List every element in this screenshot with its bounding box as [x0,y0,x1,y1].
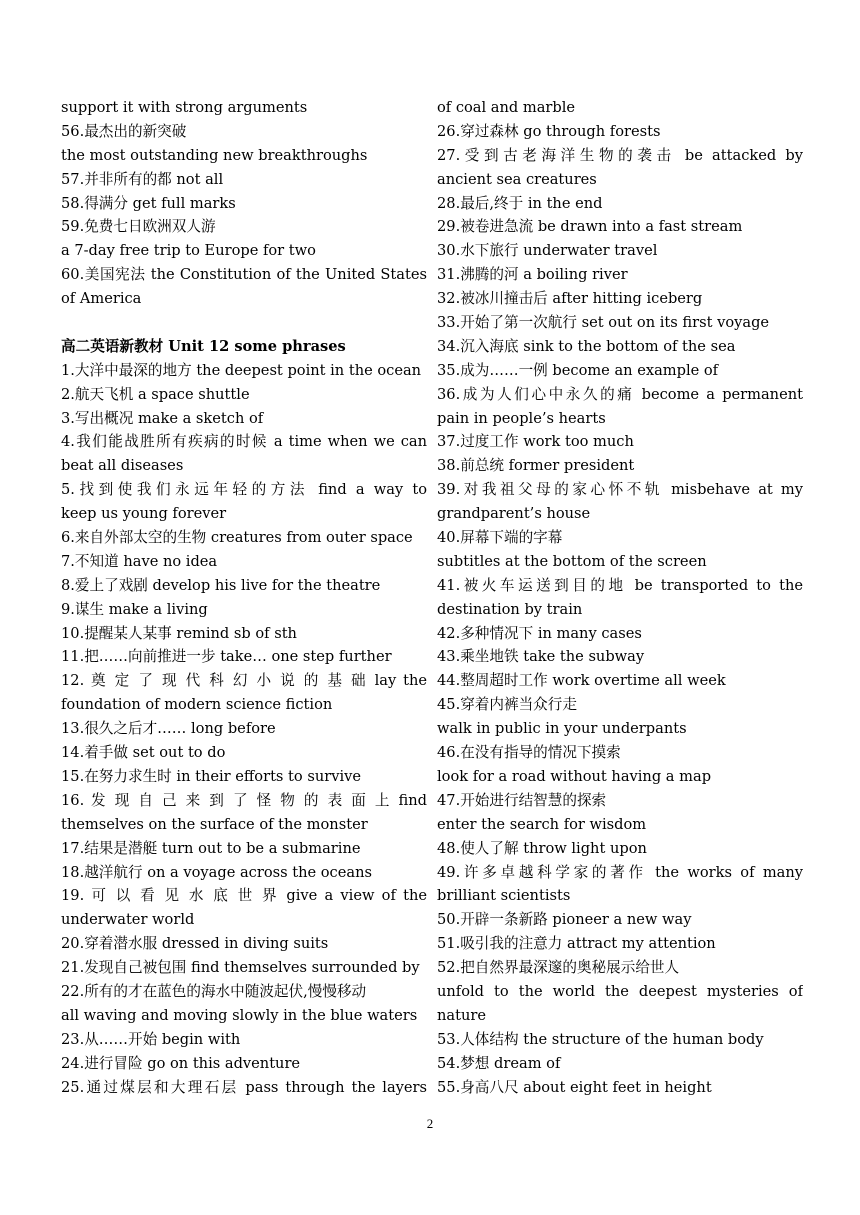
phrase-line: 60.美国宪法 the Constitution of the United States [61,266,427,284]
phrase-line: beat all diseases [61,457,184,475]
phrase-line: 50.开辟一条新路 pioneer a new way [437,911,692,929]
phrase-line: 57.并非所有的都 not all [61,170,224,188]
phrase-line: themselves on the surface of the monster [61,815,368,833]
phrase-line: 5.找到使我们永远年轻的方法 find a way to [61,481,427,499]
phrase-line: 35.成为……一例 become an example of [437,361,719,379]
phrase-line: 33.开始了第一次航行 set out on its first voyage [437,314,770,332]
phrase-line: 45.穿着内裤当众行走 [437,696,577,714]
phrase-line: 26.穿过森林 go through forests [437,122,661,140]
phrase-line: nature [437,1006,486,1024]
phrase-line: 56.最杰出的新突破 [61,122,187,140]
phrase-line: 17.结果是潜艇 turn out to be a submarine [61,839,361,857]
phrase-line: 54.梦想 dream of [437,1054,561,1072]
page-number: 2 [426,1116,434,1131]
phrase-line: 41.被火车运送到目的地 be transported to the [437,576,803,594]
phrase-line: 59.免费七日欧洲双人游 [61,218,216,236]
phrase-line: of coal and marble [437,99,576,116]
phrase-line: 39.对我祖父母的家心怀不轨 misbehave at my [437,481,803,499]
phrase-line: 28.最后,终于 in the end [437,194,603,212]
phrase-line: subtitles at the bottom of the screen [437,552,707,570]
phrase-line: 37.过度工作 work too much [437,433,634,451]
phrase-line: 31.沸腾的河 a boiling river [437,266,628,284]
phrase-line: 44.整周超时工作 work overtime all week [437,672,726,690]
phrase-line: 11.把……向前推进一步 take… one step further [61,648,392,666]
phrase-line: 29.被卷进急流 be drawn into a fast stream [437,218,743,236]
phrase-line: of America [61,290,142,308]
phrase-line: 7.不知道 have no idea [61,552,218,570]
phrase-line: support it with strong arguments [61,99,308,116]
phrase-line: 8.爱上了戏剧 develop his live for the theatre [61,576,381,594]
phrase-line: 38.前总统 former president [437,457,635,475]
phrase-line: underwater world [61,911,195,929]
section-heading: 高二英语新教材 Unit 12 some phrases [61,337,346,355]
phrase-line: walk in public in your underpants [437,720,687,738]
phrase-line: grandparent’s house [437,505,591,523]
left-column [61,96,427,1099]
phrase-line: 43.乘坐地铁 take the subway [437,648,645,666]
phrase-line: 14.着手做 set out to do [61,744,226,762]
phrase-line: 1.大洋中最深的地方 the deepest point in the ocean [61,361,422,379]
phrase-line: brilliant scientists [437,887,571,905]
phrase-line: keep us young forever [61,505,227,523]
phrase-line: pain in people’s hearts [437,409,606,427]
phrase-line: 49.许多卓越科学家的著作 the works of many [437,863,803,881]
phrase-line: 10.提醒某人某事 remind sb of sth [61,624,297,642]
phrase-line: 2.航天飞机 a space shuttle [61,385,250,403]
right-column [437,96,803,1099]
phrase-line: 21.发现自己被包围 find themselves surrounded by [61,959,420,977]
phrase-line: 24.进行冒险 go on this adventure [61,1054,301,1072]
phrase-line: 46.在没有指导的情况下摸索 [437,744,621,762]
phrase-line: 55.身高八尺 about eight feet in height [437,1078,712,1096]
phrase-line: 3.写出概况 make a sketch of [61,409,264,427]
phrase-line: 25.通过煤层和大理石层 pass through the layers [61,1078,427,1096]
phrase-line: 32.被冰川撞击后 after hitting iceberg [437,290,703,308]
phrase-line: all waving and moving slowly in the blue waters [61,1006,418,1024]
phrase-line: 4.我们能战胜所有疾病的时候 a time when we can [61,433,427,451]
phrase-line: 6.来自外部太空的生物 creatures from outer space [61,529,413,547]
phrase-line: 20.穿着潜水服 dressed in diving suits [61,935,329,953]
phrase-line: 16. 发 现 自 己 来 到 了 怪 物 的 表 面 上 find [61,791,427,809]
phrase-line [61,311,427,335]
phrase-line: 34.沉入海底 sink to the bottom of the sea [437,337,736,355]
phrase-line: 36.成为人们心中永久的痛 become a permanent [437,385,803,403]
phrase-line: a 7-day free trip to Europe for two [61,242,316,260]
phrase-line: 40.屏幕下端的字幕 [437,529,563,547]
phrase-line: look for a road without having a map [437,767,712,785]
phrase-line: 19. 可 以 看 见 水 底 世 界 give a view of the [61,887,427,905]
phrase-line: 48.使人了解 throw light upon [437,839,647,857]
phrase-line: 15.在努力求生时 in their efforts to survive [61,767,362,785]
phrase-line: unfold to the world the deepest mysteries of [437,982,803,1000]
phrase-line: 23.从……开始 begin with [61,1030,241,1048]
phrase-line: 18.越洋航行 on a voyage across the oceans [61,863,372,881]
phrase-line: 52.把自然界最深邃的奥秘展示给世人 [437,959,680,977]
phrase-line: foundation of modern science fiction [61,696,333,714]
phrase-line: 30.水下旅行 underwater travel [437,242,658,260]
phrase-line: 47.开始进行结智慧的探索 [437,791,607,809]
phrase-line: enter the search for wisdom [437,815,647,833]
phrase-line: 58.得满分 get full marks [61,194,236,212]
phrase-line: 13.很久之后才…… long before [61,720,276,738]
phrase-line: destination by train [437,600,583,618]
phrase-line: 42.多种情况下 in many cases [437,624,642,642]
phrase-line: 9.谋生 make a living [61,600,208,618]
phrase-line: 12. 奠 定 了 现 代 科 幻 小 说 的 基 础 lay the [61,672,427,690]
phrase-line: the most outstanding new breakthroughs [61,146,368,164]
phrase-line: 27.受到古老海洋生物的袭击 be attacked by [437,146,803,164]
phrase-line: 22.所有的才在蓝色的海水中随波起伏,慢慢移动 [61,982,367,1000]
phrase-line: 51.吸引我的注意力 attract my attention [437,935,716,953]
phrase-line: ancient sea creatures [437,170,597,188]
phrase-line: 53.人体结构 the structure of the human body [437,1030,764,1048]
